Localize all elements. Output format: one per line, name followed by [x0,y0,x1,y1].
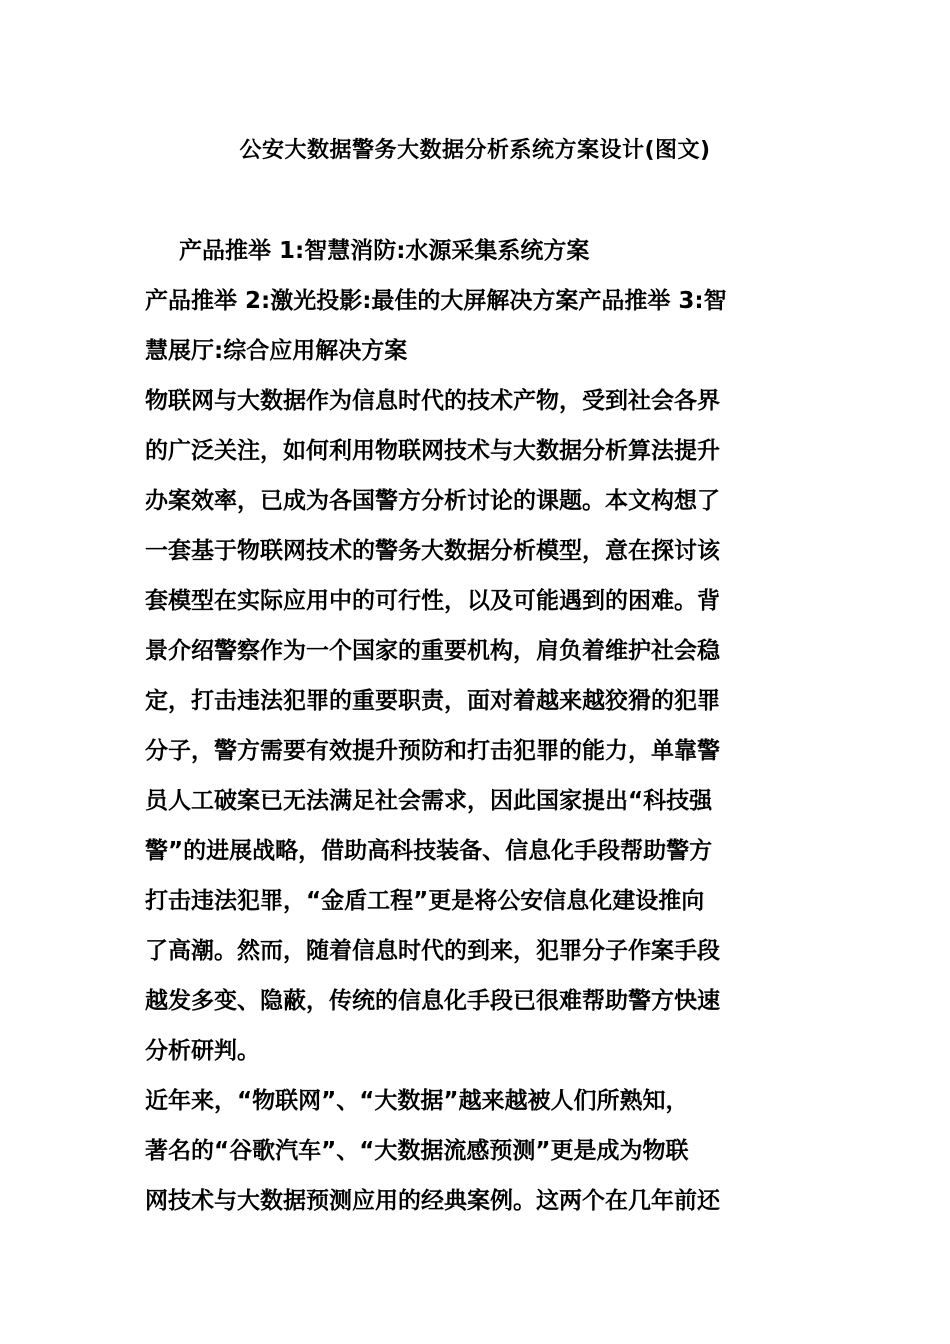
paragraph-line: 著名的“谷歌汽车”、“大数据流感预测”更是成为物联 [145,1138,689,1164]
paragraph-line: 网技术与大数据预测应用的经典案例。这两个在几年前还 [145,1188,720,1214]
paragraph-line: 一套基于物联网技术的警务大数据分析模型，意在探讨该 [145,538,720,564]
paragraph-line: 景介绍警察作为一个国家的重要机构，肩负着维护社会稳 [145,638,720,664]
product-recommendation-1: 产品推举 1:智慧消防:水源采集系统方案 [179,238,590,264]
paragraph-line: 近年来，“物联网”、“大数据”越来越被人们所熟知， [145,1088,689,1114]
paragraph-line: 办案效率，已成为各国警方分析讨论的课题。本文构想了 [145,488,720,514]
product-recommendation-3: 慧展厅:综合应用解决方案 [145,338,408,364]
paragraph-line: 套模型在实际应用中的可行性，以及可能遇到的困难。背 [145,588,720,614]
paragraph-line: 物联网与大数据作为信息时代的技术产物，受到社会各界 [145,388,720,414]
paragraph-line: 分子，警方需要有效提升预防和打击犯罪的能力，单靠警 [145,738,720,764]
paragraph-line: 打击违法犯罪，“金盾工程”更是将公安信息化建设推向 [145,888,705,914]
paragraph-line: 警”的进展战略，借助高科技装备、信息化手段帮助警方 [145,838,713,864]
product-recommendation-2: 产品推举 2:激光投影:最佳的大屏解决方案产品推举 3:智 [145,288,727,314]
paragraph-line: 越发多变、隐蔽，传统的信息化手段已很难帮助警方快速 [145,988,720,1014]
paragraph-line: 员人工破案已无法满足社会需求，因此国家提出“科技强 [145,788,713,814]
paragraph-line: 定，打击违法犯罪的重要职责，面对着越来越狡猾的犯罪 [145,688,720,714]
document-body [145,226,785,1226]
paragraph-line: 的广泛关注，如何利用物联网技术与大数据分析算法提升 [145,438,720,464]
paragraph-line: 了高潮。然而，随着信息时代的到来，犯罪分子作案手段 [145,938,720,964]
document-title: 公安大数据警务大数据分析系统方案设计(图文) [239,138,711,163]
paragraph-line: 分析研判。 [145,1038,260,1064]
